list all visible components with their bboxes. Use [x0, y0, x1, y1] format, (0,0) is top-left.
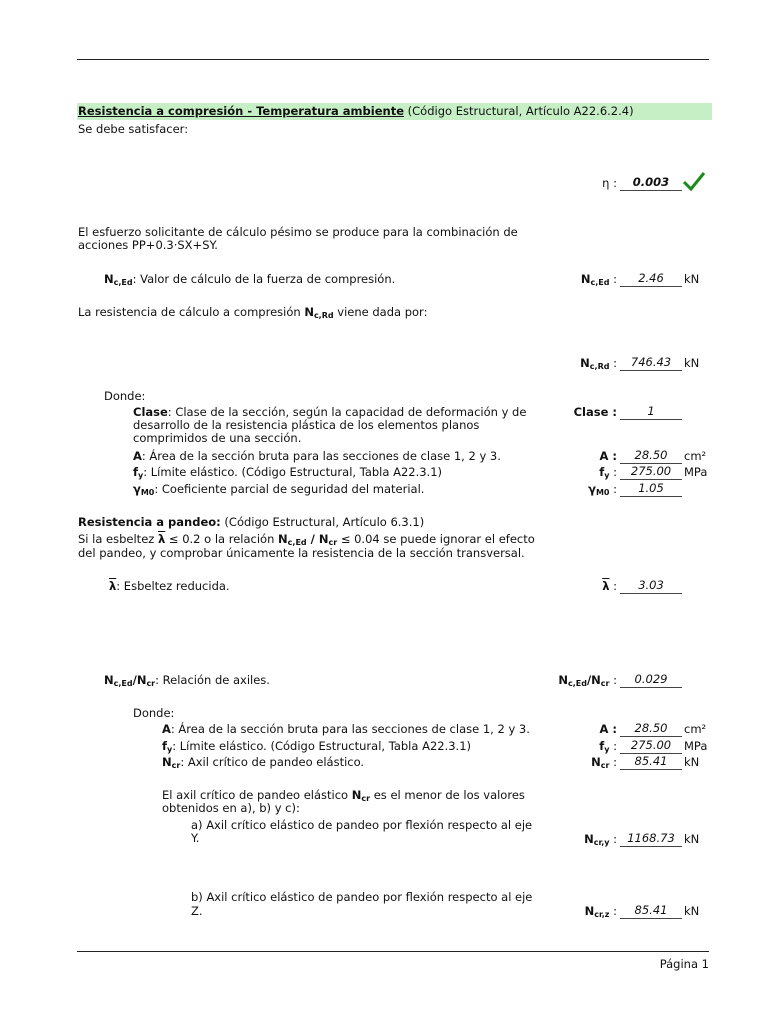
ncr-text1: El axil crítico de pandeo elástico $N_{cr}$ es el menor de los valores — [162, 788, 525, 803]
ncrz-label: $N_{cr,z}$ : — [584, 904, 617, 919]
gamma-value: 1.05 — [620, 481, 682, 497]
lambda-value: 3.03 — [620, 578, 682, 594]
ncr-value: 85.41 — [620, 754, 682, 770]
section-ref: (Código Estructural, Artículo A22.6.2.4) — [407, 104, 634, 118]
nced-label: $N_{c,Ed}$ : — [580, 272, 617, 287]
ratio-value: 0.029 — [620, 672, 682, 688]
fy2-value: 275.00 — [620, 738, 682, 754]
fy2-desc: $f_y$: Límite elástico. (Código Estructural, Tabla A22.3.1) — [162, 739, 472, 754]
section-title: Resistencia a compresión - Temperatura ambiente — [78, 104, 404, 118]
top-rule — [77, 59, 709, 60]
ncry-desc1: a) Axil crítico elástico de pandeo por flexión respecto al eje — [191, 818, 533, 832]
ncrz-desc1: b) Axil crítico elástico de pandeo por flexión respecto al eje — [191, 890, 533, 904]
clase-desc: Clase: Clase de la sección, según la capacidad de deformación y de — [133, 405, 527, 419]
ncrz-value: 85.41 — [620, 903, 682, 919]
ncrz-desc2: Z. — [191, 904, 203, 918]
area1-label: A : — [599, 449, 617, 463]
ncrd-unit: kN — [684, 356, 700, 370]
bottom-rule — [77, 951, 709, 952]
pandeo-text1: Si la esbeltez $\overline{\lambda} \le 0.2$ o la relación $N_{c,Ed} / N_{cr} \le 0.04$ se puede ignorar el efecto — [78, 532, 535, 547]
gamma-label: $\gamma_{M0}$ : — [588, 482, 617, 497]
area1-desc: A: Área de la sección bruta para las secciones de clase 1, 2 y 3. — [133, 449, 501, 463]
fy1-value: 275.00 — [620, 464, 682, 480]
ncrd-intro: La resistencia de cálculo a compresión $N_{c,Rd}$ viene dada por: — [78, 305, 428, 320]
page-number: Página 1 — [659, 957, 709, 971]
ncrd-value: 746.43 — [620, 355, 682, 371]
donde2-label: Donde: — [133, 706, 175, 720]
area2-unit: cm² — [684, 722, 707, 736]
lambda-desc: $\overline{\lambda}$: Esbeltez reducida. — [109, 579, 230, 593]
area1-unit: cm² — [684, 449, 707, 463]
intro-text: Se debe satisfacer: — [78, 122, 189, 136]
eta-value: 0.003 — [620, 175, 682, 191]
ncry-label: $N_{cr,y}$ : — [584, 832, 617, 847]
pandeo-text2: del pandeo, y comprobar únicamente la resistencia de la sección transversal. — [78, 546, 525, 560]
combination-line2: acciones PP+0.3·SX+SY. — [78, 238, 218, 252]
fy1-unit: MPa — [684, 465, 708, 479]
ncr-text2: obtenidos en a), b) y c): — [162, 801, 300, 815]
section-header — [78, 104, 634, 118]
ncr-desc: $N_{cr}$: Axil crítico de pandeo elástico. — [162, 755, 365, 770]
ratio-desc: $N_{c,Ed}/N_{cr}$: Relación de axiles. — [104, 673, 270, 688]
area1-value: 28.50 — [620, 448, 682, 464]
fy1-desc: $f_y$: Límite elástico. (Código Estructural, Tabla A22.3.1) — [133, 465, 443, 480]
gamma-desc: $\gamma_{M0}$: Coeficiente parcial de seguridad del material. — [133, 482, 425, 497]
lambda-label: $\overline{\lambda}$ : — [602, 579, 617, 593]
area2-label: A : — [599, 722, 617, 736]
ncr-unit: kN — [684, 755, 700, 769]
nced-desc: $N_{c,Ed}$: Valor de cálculo de la fuerza de compresión. — [104, 272, 396, 287]
ncrd-label: $N_{c,Rd}$ : — [580, 356, 617, 371]
combination-line1: El esfuerzo solicitante de cálculo pésimo se produce para la combinación de — [78, 225, 518, 239]
ncr-label: $N_{cr}$ : — [591, 755, 617, 770]
nced-value: 2.46 — [620, 271, 682, 287]
nced-unit: kN — [684, 272, 700, 286]
ncry-desc2: Y. — [191, 831, 200, 845]
clase-label: Clase : — [573, 405, 617, 419]
fy2-label: $f_y$ : — [599, 739, 617, 754]
clase-desc2: desarrollo de la resistencia plástica de los elementos planos — [133, 418, 480, 432]
ratio-label: $N_{c,Ed}/N_{cr}$ : — [558, 673, 617, 688]
ncry-value: 1168.73 — [620, 831, 682, 847]
clase-value: 1 — [620, 404, 682, 420]
fy1-label: $f_y$ : — [599, 465, 617, 480]
fy2-unit: MPa — [684, 739, 708, 753]
ncry-unit: kN — [684, 832, 700, 846]
donde1-label: Donde: — [104, 389, 146, 403]
ncrz-unit: kN — [684, 904, 700, 918]
area2-value: 28.50 — [620, 721, 682, 737]
check-icon — [682, 170, 706, 192]
eta-label: η : — [602, 176, 617, 190]
clase-desc3: comprimidos de una sección. — [133, 431, 302, 445]
pandeo-header: Resistencia a pandeo: (Código Estructural, Artículo 6.3.1) — [78, 515, 425, 529]
area2-desc: A: Área de la sección bruta para las secciones de clase 1, 2 y 3. — [162, 722, 530, 736]
